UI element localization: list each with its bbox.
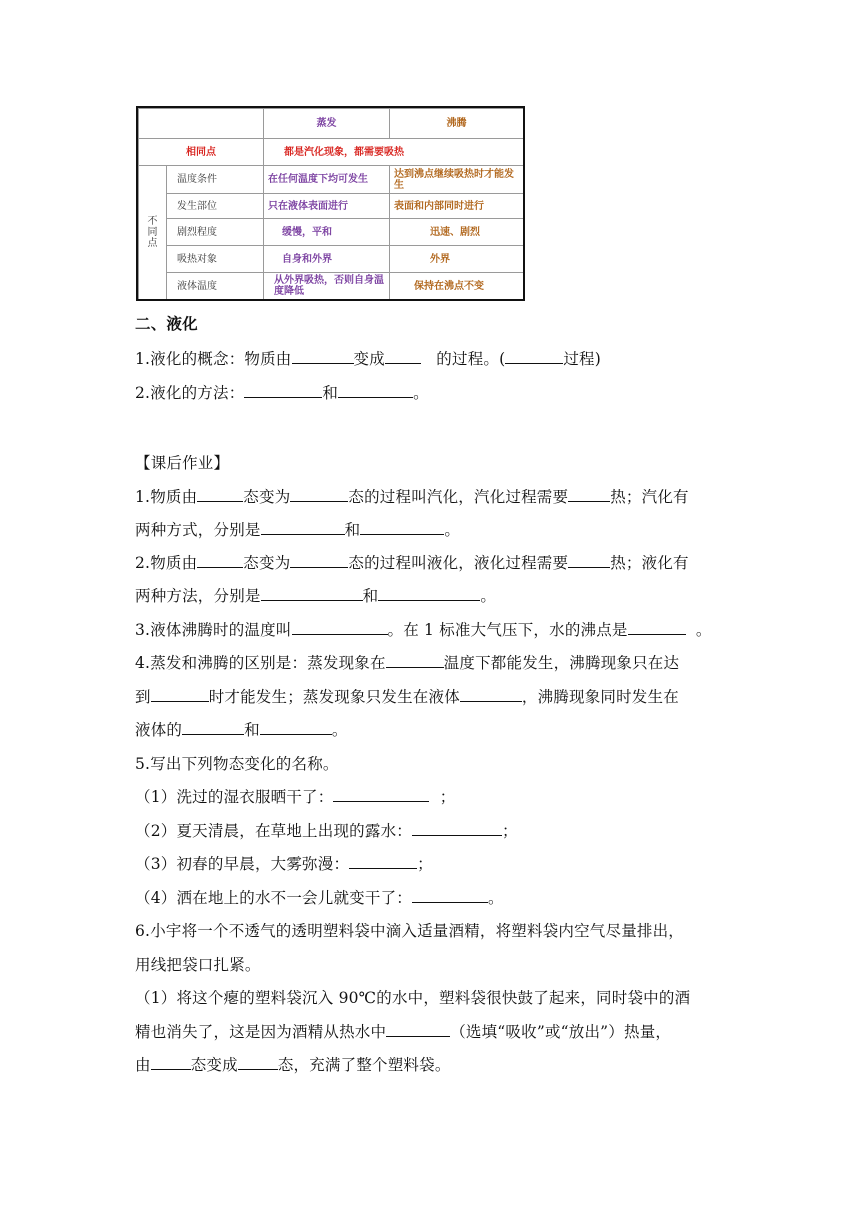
question-5: 5.写出下列物态变化的名称。 bbox=[135, 755, 339, 773]
question-5-4 bbox=[135, 886, 504, 908]
answer-blank[interactable] bbox=[261, 586, 363, 601]
answer-blank[interactable] bbox=[290, 487, 348, 502]
text: （1）洗过的湿衣服晒干了： bbox=[135, 788, 334, 806]
attr-cell: 吸热对象 bbox=[167, 246, 264, 273]
text: 两种方式，分别是 bbox=[135, 521, 261, 539]
diff-label: 不 同 点 bbox=[139, 166, 167, 300]
text: 和 bbox=[244, 721, 260, 739]
text: 两种方法，分别是 bbox=[135, 587, 261, 605]
question-6: 6.小宇将一个不透气的透明塑料袋中滴入适量酒精，将塑料袋内空气尽量排出， bbox=[135, 922, 684, 940]
answer-blank[interactable] bbox=[290, 553, 348, 568]
text: 的过程。( bbox=[436, 350, 506, 368]
answer-blank[interactable] bbox=[505, 349, 563, 364]
text: 热；汽化有 bbox=[610, 488, 689, 506]
evap-cell: 在任何温度下均可发生 bbox=[264, 166, 390, 194]
answer-blank[interactable] bbox=[292, 620, 388, 635]
text: （4）洒在地上的水不一会儿就变干了： bbox=[135, 889, 412, 907]
answer-blank[interactable] bbox=[628, 620, 686, 635]
question-6-1-cont2 bbox=[135, 1053, 451, 1075]
text: 。 bbox=[695, 621, 712, 639]
question-2 bbox=[135, 551, 689, 573]
text: 。 bbox=[480, 587, 497, 605]
text: 由 bbox=[135, 1056, 151, 1074]
question-1-cont bbox=[135, 518, 460, 540]
text: （3）初春的早晨，大雾弥漫： bbox=[135, 855, 350, 873]
text: （2）夏天清晨，在草地上出现的露水： bbox=[135, 822, 412, 840]
answer-blank[interactable] bbox=[244, 383, 322, 398]
question-5-1 bbox=[135, 785, 455, 807]
table-corner bbox=[139, 109, 264, 139]
text: 和 bbox=[362, 587, 379, 605]
text: 。在 1 标准大气压下，水的沸点是 bbox=[387, 621, 628, 639]
answer-blank[interactable] bbox=[349, 854, 417, 869]
answer-blank[interactable] bbox=[238, 1055, 278, 1070]
attr-cell: 温度条件 bbox=[167, 166, 264, 194]
answer-blank[interactable] bbox=[386, 653, 444, 668]
homework-title: 【课后作业】 bbox=[135, 454, 230, 472]
answer-blank[interactable] bbox=[292, 349, 354, 364]
text: 态的过程叫汽化，汽化过程需要 bbox=[348, 488, 569, 506]
question-5-3 bbox=[135, 852, 433, 874]
text: 3.液体沸腾时的温度叫 bbox=[135, 621, 292, 639]
answer-blank[interactable] bbox=[385, 349, 421, 364]
evaporation-boiling-table bbox=[136, 106, 525, 301]
text: 过程) bbox=[563, 350, 602, 368]
answer-blank[interactable] bbox=[568, 553, 610, 568]
header-boiling: 沸腾 bbox=[390, 109, 524, 139]
boil-cell: 保持在沸点不变 bbox=[390, 273, 524, 300]
answer-blank[interactable] bbox=[260, 720, 332, 735]
answer-blank[interactable] bbox=[412, 888, 488, 903]
answer-blank[interactable] bbox=[386, 1022, 450, 1037]
answer-blank[interactable] bbox=[412, 821, 502, 836]
text: 态的过程叫液化，液化过程需要 bbox=[348, 554, 569, 572]
text: 和 bbox=[322, 384, 339, 402]
text: （选填“吸收”或“放出”）热量， bbox=[450, 1023, 672, 1041]
evap-cell: 从外界吸热，否则自身温度降低 bbox=[264, 273, 390, 300]
text: ； bbox=[439, 788, 456, 806]
text: 和 bbox=[344, 521, 361, 539]
text: 。 bbox=[413, 384, 429, 402]
answer-blank[interactable] bbox=[568, 487, 610, 502]
text: 。 bbox=[331, 721, 348, 739]
answer-blank[interactable] bbox=[197, 553, 243, 568]
question-4-cont bbox=[135, 685, 679, 707]
text: 态，充满了整个塑料袋。 bbox=[277, 1056, 451, 1074]
question-4-cont2 bbox=[135, 718, 348, 740]
text: 1.液化的概念：物质由 bbox=[135, 350, 292, 368]
evap-cell: 缓慢，平和 bbox=[264, 219, 390, 246]
boil-cell: 达到沸点继续吸热时才能发生 bbox=[390, 166, 524, 194]
question-6-1: （1）将这个瘪的塑料袋沉入 90℃的水中，塑料袋很快鼓了起来，同时袋中的酒 bbox=[135, 989, 691, 1007]
text: 态变为 bbox=[243, 488, 291, 506]
text: 到 bbox=[135, 688, 151, 706]
text: 4.蒸发和沸腾的区别是：蒸发现象在 bbox=[135, 654, 386, 672]
answer-blank[interactable] bbox=[151, 1055, 191, 1070]
question-4 bbox=[135, 651, 679, 673]
text: 态变为 bbox=[243, 554, 291, 572]
answer-blank[interactable] bbox=[333, 787, 429, 802]
evap-cell: 只在液体表面进行 bbox=[264, 194, 390, 219]
answer-blank[interactable] bbox=[378, 586, 480, 601]
answer-blank[interactable] bbox=[182, 720, 244, 735]
text: 变成 bbox=[353, 350, 385, 368]
evap-cell: 自身和外界 bbox=[264, 246, 390, 273]
text: ，沸腾现象同时发生在 bbox=[521, 688, 679, 706]
answer-blank[interactable] bbox=[261, 520, 345, 535]
same-value: 都是汽化现象，都需要吸热 bbox=[264, 139, 524, 166]
boil-cell: 表面和内部同时进行 bbox=[390, 194, 524, 219]
header-evaporation: 蒸发 bbox=[264, 109, 390, 139]
question-1 bbox=[135, 485, 689, 507]
section-title-liquefaction: 二、液化 bbox=[135, 314, 198, 333]
text: 1.物质由 bbox=[135, 488, 198, 506]
liquefaction-concept bbox=[135, 347, 601, 369]
boil-cell: 迅速、剧烈 bbox=[390, 219, 524, 246]
answer-blank[interactable] bbox=[360, 520, 444, 535]
question-5-2 bbox=[135, 819, 518, 841]
attr-cell: 发生部位 bbox=[167, 194, 264, 219]
text: 液体的 bbox=[135, 721, 183, 739]
text: 精也消失了，这是因为酒精从热水中 bbox=[135, 1023, 387, 1041]
question-3 bbox=[135, 618, 712, 640]
question-6-cont: 用线把袋口扎紧。 bbox=[135, 956, 261, 974]
question-2-cont bbox=[135, 584, 496, 606]
text: ； bbox=[501, 822, 518, 840]
text: 。 bbox=[487, 889, 504, 907]
answer-blank[interactable] bbox=[151, 687, 209, 702]
attr-cell: 液体温度 bbox=[167, 273, 264, 300]
text: 温度下都能发生，沸腾现象只在达 bbox=[443, 654, 680, 672]
answer-blank[interactable] bbox=[338, 383, 413, 398]
text: 2.物质由 bbox=[135, 554, 198, 572]
attr-cell: 剧烈程度 bbox=[167, 219, 264, 246]
liquefaction-methods bbox=[135, 381, 429, 403]
text: ； bbox=[417, 855, 433, 873]
text: 态变成 bbox=[190, 1056, 238, 1074]
same-label: 相同点 bbox=[139, 139, 264, 166]
text: 2.液化的方法： bbox=[135, 384, 245, 402]
boil-cell: 外界 bbox=[390, 246, 524, 273]
text: 热；液化有 bbox=[610, 554, 689, 572]
answer-blank[interactable] bbox=[460, 687, 522, 702]
answer-blank[interactable] bbox=[197, 487, 243, 502]
question-6-1-cont bbox=[135, 1020, 671, 1042]
text: 时才能发生；蒸发现象只发生在液体 bbox=[208, 688, 460, 706]
text: 。 bbox=[444, 521, 461, 539]
